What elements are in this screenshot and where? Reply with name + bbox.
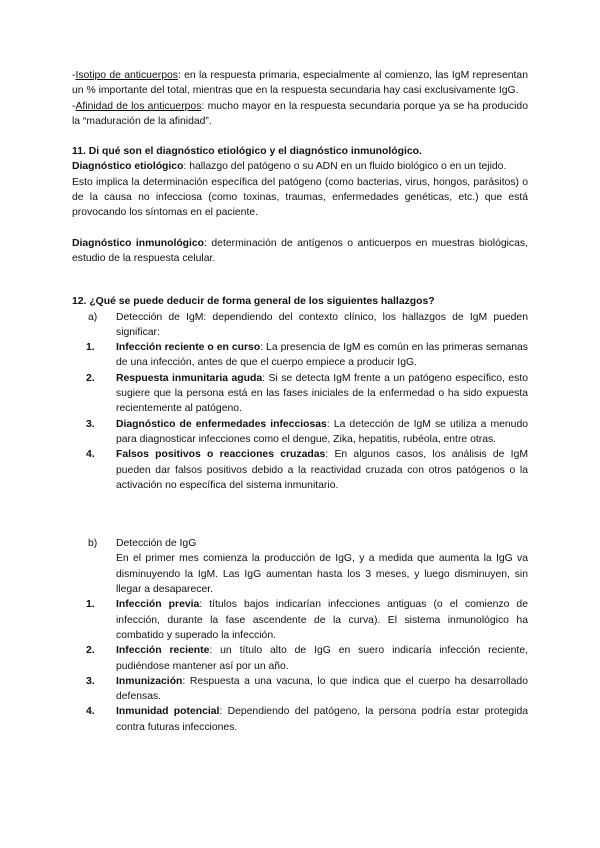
afinidad-term: Afinidad de los anticuerpos <box>75 100 202 112</box>
afinidad-paragraph: -Afinidad de los anticuerpos: mucho mayor en la respuesta secundaria porque ya se ha producido la “maduración de la afinidad”. <box>72 100 528 127</box>
section-a <box>72 310 528 341</box>
list-item: 3. Diagnóstico de enfermedades infecciosas: La detección de IgM se utiliza a menudo para diagnosticar infecciones como el dengue, Zika, hepatitis, rubéola, entre otras. <box>86 418 529 445</box>
list-item: 4. Inmunidad potencial: Dependiendo del patógeno, la persona podría estar protegida contra futuras infecciones. <box>86 706 528 733</box>
question-12-heading: 12. ¿Qué se puede deducir de forma general de los siguientes hallazgos? <box>72 296 435 308</box>
section-b-text: Detección de IgG <box>116 538 197 550</box>
list-item: 2. Respuesta inmunitaria aguda: Si se detecta IgM frente a un patógeno específico, esto sugiere que la persona está en las fases iniciales de la enfermedad o ha sido expuesta recientemente al patógeno. <box>86 372 528 415</box>
etiologico-detail: Esto implica la determinación específica del patógeno (como bacterias, virus, hongos, parásitos) o de la causa no infecciosa (como toxinas, traumas, enfermedades genéticas, etc.) que está provocando los síntomas en el paciente. <box>72 176 528 219</box>
inmunologico-term: Diagnóstico inmunológico <box>72 237 205 249</box>
document-content <box>72 68 528 735</box>
section-a-marker: a) <box>88 311 98 323</box>
list-item: 2. Infección reciente: un título alto de IgG en suero indicaría infección reciente, pudiéndose mantener así por un año. <box>86 645 528 672</box>
section-a-text: Detección de IgM: dependiendo del contexto clínico, los hallazgos de IgM pueden significar: <box>116 311 528 338</box>
inmunologico-paragraph: Diagnóstico inmunológico: determinación de antígenos o anticuerpos en muestras biológicas, estudio de la respuesta celular. <box>72 237 528 264</box>
list-item: 1. Infección previa: títulos bajos indicarían infecciones antiguas (o el comienzo de infección, durante la fase ascendente de la curva). El sistema inmunológico ha combatido y superado la infección. <box>86 599 528 641</box>
section-b-detail: En el primer mes comienza la producción de IgG, y a medida que aumenta la IgG va disminuyendo la IgM. Las IgG aumentan hasta los 3 meses, y luego disminuyen, sin llegar a desaparecer. <box>116 553 528 596</box>
isotipo-paragraph: -Isotipo de anticuerpos: en la respuesta primaria, especialmente al comienzo, las IgM representan un % importante del total, mientras que en la respuesta secundaria hay casi exclusivamente IgG. <box>72 70 528 97</box>
etiologico-paragraph: Diagnóstico etiológico: hallazgo del patógeno o su ADN en un fluido biológico o en un tejido. <box>72 161 507 173</box>
section-b-marker: b) <box>88 538 98 550</box>
list-item: 3. Inmunización: Respuesta a una vacuna, lo que indica que el cuerpo ha desarrollado defensas. <box>86 675 528 703</box>
question-11-heading: 11. Di qué son el diagnóstico etiológico y el diagnóstico inmunológico. <box>72 146 422 158</box>
list-item: 1. Infección reciente o en curso: La presencia de IgM es común en las primeras semanas de una infección, antes de que el cuerpo empiece a producir IgG. <box>86 342 529 369</box>
etiologico-term: Diagnóstico etiológico <box>72 161 184 173</box>
section-b <box>72 536 528 551</box>
isotipo-term: Isotipo de anticuerpos <box>75 70 178 81</box>
list-item: 4. Falsos positivos o reacciones cruzadas: En algunos casos, los análisis de IgM pueden dar falsos positivos debido a la reactividad cruzada con otros patógenos o la activación no específica del sistema inmunitario. <box>86 449 528 491</box>
